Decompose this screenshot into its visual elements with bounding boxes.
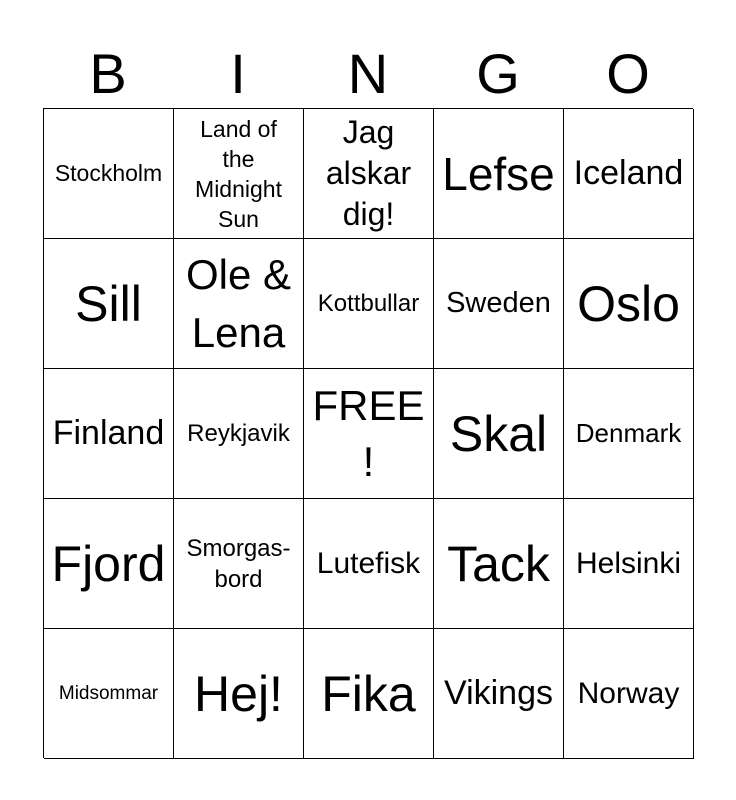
bingo-cell[interactable] bbox=[44, 239, 174, 369]
bingo-cell-text: Kottbullar bbox=[317, 289, 420, 317]
bingo-card bbox=[43, 108, 693, 758]
bingo-cell[interactable] bbox=[174, 369, 304, 499]
bingo-cell-text: Midsommar bbox=[58, 682, 159, 704]
bingo-cell[interactable] bbox=[304, 109, 434, 239]
bingo-header bbox=[43, 40, 693, 108]
bingo-cell-text: Stockholm bbox=[54, 160, 163, 186]
bingo-cell[interactable] bbox=[564, 369, 694, 499]
header-letter-i: I bbox=[230, 42, 246, 105]
bingo-cell-text: Jag alskar dig! bbox=[325, 114, 412, 232]
bingo-cell-text: Reykjavik bbox=[187, 419, 290, 447]
bingo-cell-text: Helsinki bbox=[575, 546, 682, 580]
bingo-cell[interactable] bbox=[304, 629, 434, 759]
bingo-cell-text: Skal bbox=[449, 405, 548, 462]
bingo-cell-text: Norway bbox=[577, 676, 680, 710]
header-letter-g: G bbox=[476, 42, 520, 105]
bingo-cell[interactable] bbox=[564, 499, 694, 629]
bingo-cell[interactable] bbox=[44, 629, 174, 759]
bingo-cell-text: Land of the Midnight Sun bbox=[195, 115, 282, 232]
bingo-cell-text: Fjord bbox=[51, 535, 166, 592]
bingo-cell[interactable] bbox=[174, 109, 304, 239]
bingo-cell-text: Finland bbox=[52, 414, 165, 452]
bingo-cell-text: Sill bbox=[75, 275, 142, 332]
bingo-cell-text: Denmark bbox=[575, 418, 682, 448]
bingo-cell-text: Iceland bbox=[573, 154, 684, 192]
bingo-cell[interactable] bbox=[564, 629, 694, 759]
header-letter-b: B bbox=[89, 42, 127, 105]
bingo-cell[interactable] bbox=[434, 499, 564, 629]
bingo-cell[interactable] bbox=[304, 499, 434, 629]
bingo-cell-text: Ole & Lena bbox=[185, 250, 292, 356]
bingo-cell-text: Lefse bbox=[442, 147, 555, 200]
bingo-cell-text: Oslo bbox=[577, 275, 680, 332]
bingo-cell[interactable] bbox=[174, 499, 304, 629]
free-space-cell[interactable] bbox=[304, 369, 434, 499]
bingo-cell-text: Sweden bbox=[446, 287, 551, 319]
bingo-cell[interactable] bbox=[44, 499, 174, 629]
bingo-cell[interactable] bbox=[434, 109, 564, 239]
bingo-cell[interactable] bbox=[564, 239, 694, 369]
header-letter-n: N bbox=[347, 42, 389, 105]
bingo-cell[interactable] bbox=[434, 369, 564, 499]
bingo-cell-text: Vikings bbox=[444, 674, 553, 712]
free-space-text: FREE ! bbox=[312, 381, 425, 485]
bingo-cell[interactable] bbox=[174, 239, 304, 369]
bingo-cell-text: Fika bbox=[321, 665, 416, 722]
bingo-cell[interactable] bbox=[174, 629, 304, 759]
header-letter-o: O bbox=[606, 42, 650, 105]
bingo-cell[interactable] bbox=[304, 239, 434, 369]
bingo-cell-text: Smorgas- bord bbox=[186, 534, 291, 593]
bingo-cell[interactable] bbox=[44, 109, 174, 239]
bingo-cell[interactable] bbox=[564, 109, 694, 239]
bingo-cell-text: Lutefisk bbox=[316, 546, 421, 580]
bingo-cell-text: Hej! bbox=[194, 665, 283, 722]
bingo-cell[interactable] bbox=[434, 629, 564, 759]
bingo-cell[interactable] bbox=[434, 239, 564, 369]
bingo-cell-text: Tack bbox=[447, 535, 550, 592]
bingo-cell[interactable] bbox=[44, 369, 174, 499]
